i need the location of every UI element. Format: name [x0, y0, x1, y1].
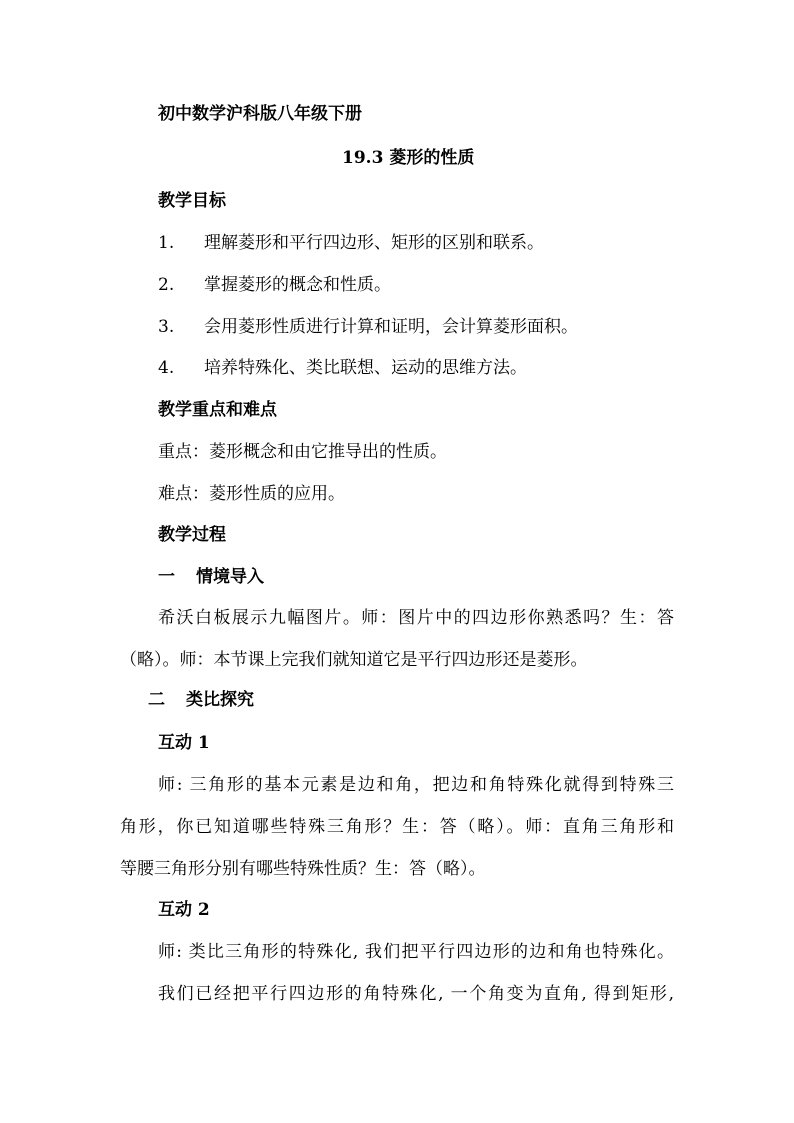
- lesson-title: 19.3 菱形的性质: [342, 148, 475, 168]
- objective-number: 2.: [158, 275, 175, 295]
- section-title: 情境导入: [196, 567, 264, 587]
- section-title: 类比探究: [186, 690, 254, 710]
- paragraph-line: 师: 类比三角形的特殊化, 我们把平行四边形的边和角也特殊化。: [158, 942, 674, 962]
- difficulty: 难点：菱形性质的应用。: [158, 484, 345, 504]
- objective-number: 4.: [158, 358, 175, 378]
- objective-text: 掌握菱形的概念和性质。: [204, 275, 391, 295]
- interaction-heading: 互动 1: [158, 733, 210, 753]
- key-points-heading: 教学重点和难点: [158, 400, 277, 420]
- objective-number: 3.: [158, 317, 175, 337]
- objective-item: [158, 275, 391, 295]
- objectives-heading: 教学目标: [158, 191, 226, 211]
- section-heading: [158, 567, 264, 587]
- objective-text: 培养特殊化、类比联想、运动的思维方法。: [204, 358, 527, 378]
- objective-item: [158, 358, 527, 378]
- paragraph-line: 等腰三角形分别有哪些特殊性质？生：答（略）。: [120, 859, 486, 879]
- objective-text: 理解菱形和平行四边形、矩形的区别和联系。: [204, 233, 544, 253]
- objective-item: [158, 233, 544, 253]
- textbook-header: 初中数学沪科版八年级下册: [158, 104, 362, 124]
- paragraph-line: 我们已经把平行四边形的角特殊化, 一个角变为直角, 得到矩形,: [158, 984, 674, 1004]
- objective-item: [158, 317, 578, 337]
- process-heading: 教学过程: [158, 525, 226, 545]
- objective-text: 会用菱形性质进行计算和证明，会计算菱形面积。: [204, 317, 578, 337]
- interaction-heading: 互动 2: [158, 900, 210, 920]
- paragraph-line: 角形，你已知道哪些特殊三角形？生：答（略）。师：直角三角形和: [120, 817, 674, 837]
- paragraph-line: （略）。师：本节课上完我们就知道它是平行四边形还是菱形。: [120, 650, 588, 670]
- section-heading: [148, 690, 254, 710]
- section-number: 一: [158, 567, 175, 587]
- key-point: 重点：菱形概念和由它推导出的性质。: [158, 442, 447, 462]
- objective-number: 1.: [158, 233, 175, 253]
- paragraph-line: 师: 三角形的基本元素是边和角，把边和角特殊化就得到特殊三: [158, 775, 674, 795]
- paragraph-line: 希沃白板展示九幅图片。师：图片中的四边形你熟悉吗？生：答: [158, 608, 674, 628]
- section-number: 二: [148, 690, 165, 710]
